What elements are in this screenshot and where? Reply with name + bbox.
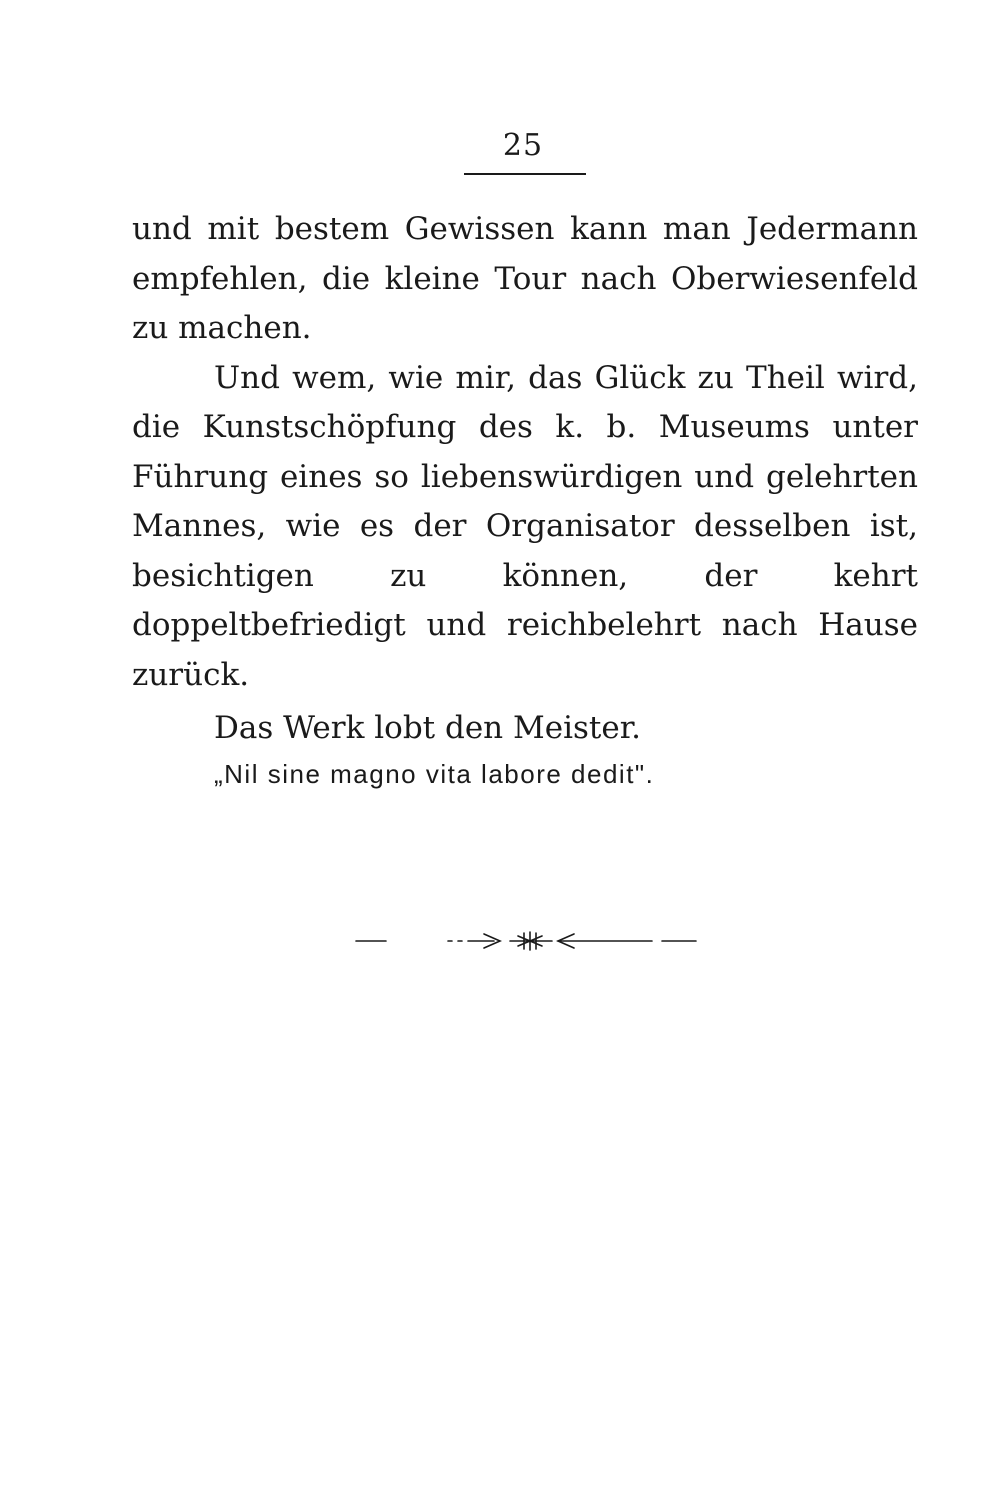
latin-quote: „Nil sine magno vita labore dedit". bbox=[214, 758, 655, 789]
motto-line: Das Werk lobt den Meister. bbox=[214, 710, 641, 746]
page-number: 25 bbox=[502, 128, 544, 163]
header-rule bbox=[464, 173, 586, 175]
paragraph-museum-visit: Und wem, wie mir, das Glück zu Theil wird, die Kunstschöpfung des k. b. Museums unter Führung eines so liebenswürdigen und gelehrten Mannes, wie es der Organisator desselben ist, besichtigen zu können, der kehrt doppeltbefriedigt und reichbelehrt nach Hause zurück. bbox=[132, 359, 918, 693]
paragraph-continued: und mit bestem Gewissen kann man Jedermann empfehlen, die kleine Tour nach Oberwiesenfeld zu machen. bbox=[132, 211, 918, 346]
fleuron-divider-icon bbox=[352, 928, 704, 952]
body-text bbox=[132, 205, 918, 794]
